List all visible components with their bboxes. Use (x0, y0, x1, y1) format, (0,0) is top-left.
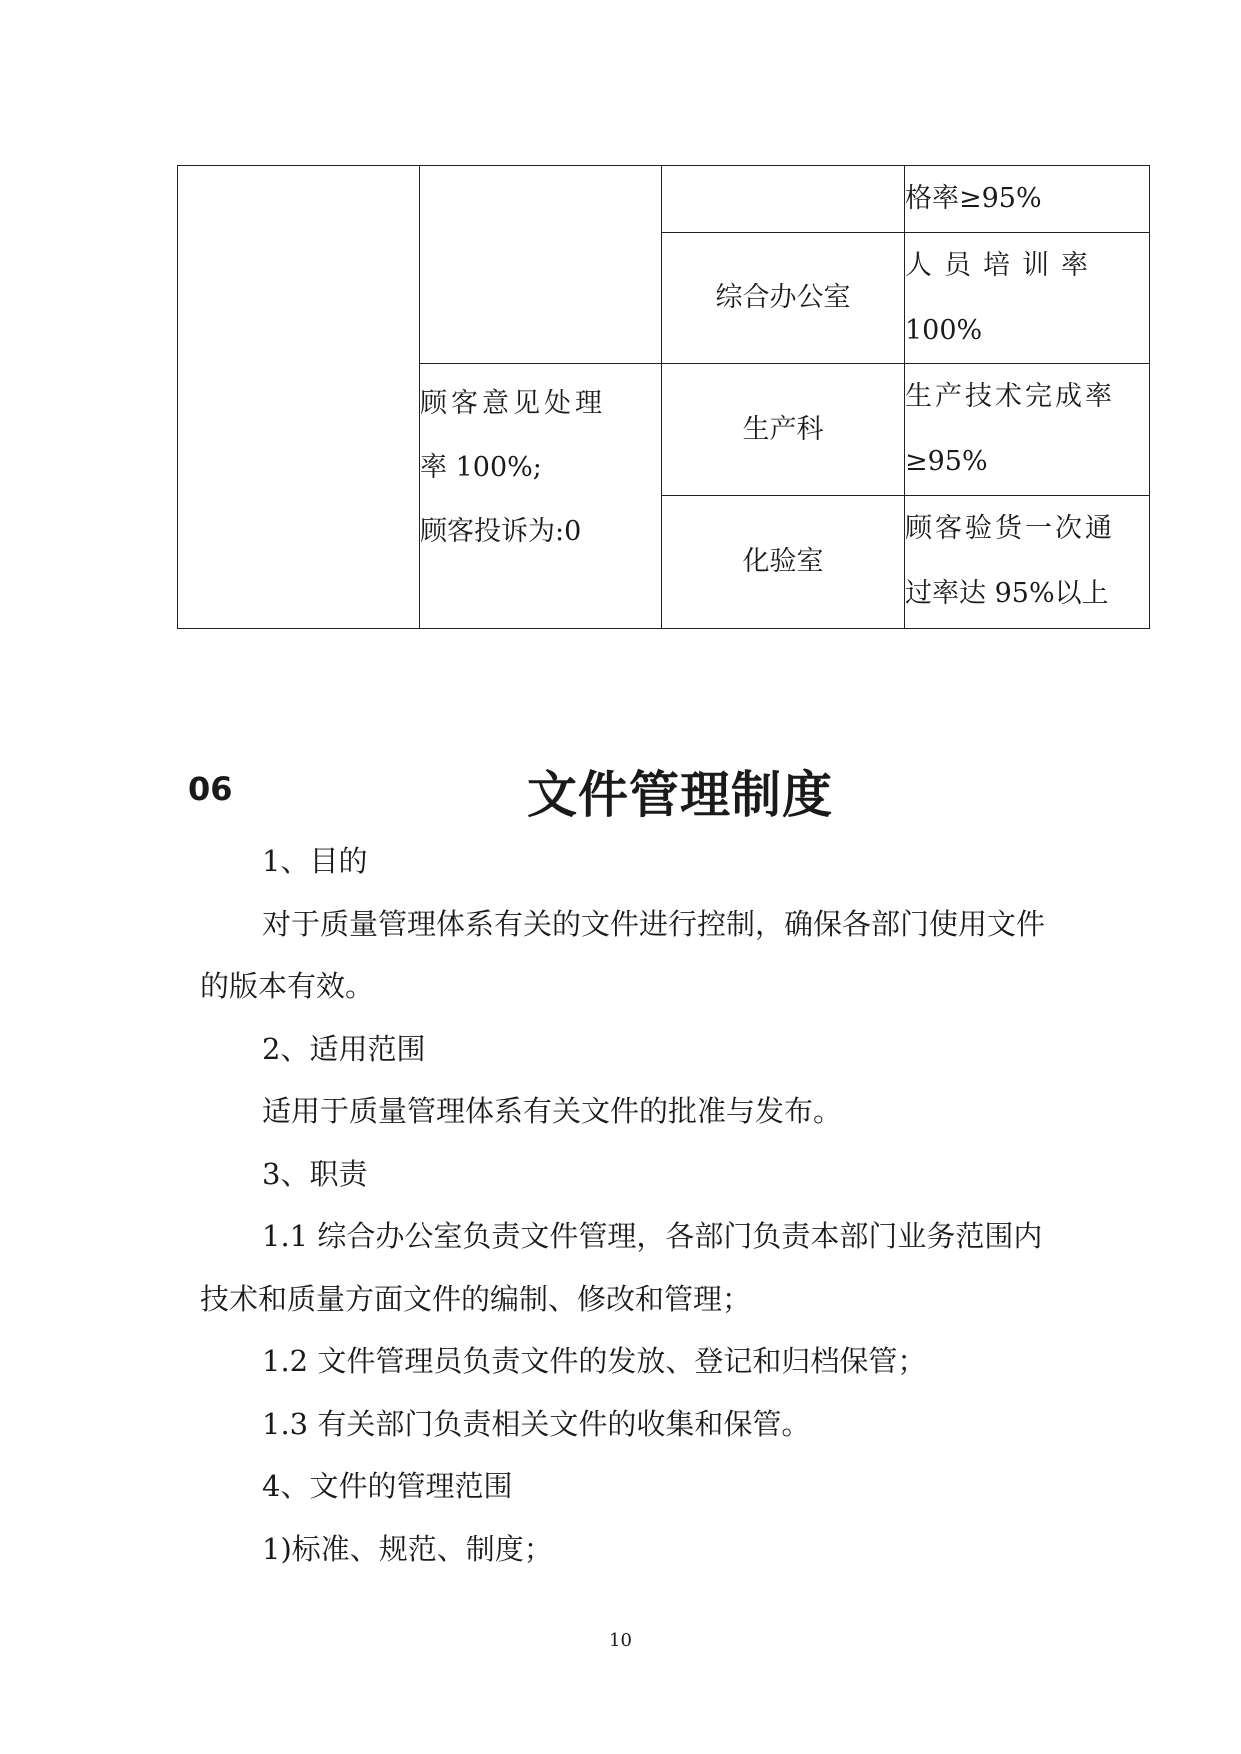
section-title: 文件管理制度 (527, 766, 833, 824)
section-number: 06 (188, 770, 233, 808)
paragraph-line: 1.1 综合办公室负责文件管理，各部门负责本部门业务范围内 (262, 1219, 1043, 1253)
objective-text: 顾客意见处理 (420, 388, 606, 419)
indicator-text: 格率≥95% (905, 183, 1042, 214)
indicator-text: 生产技术完成率 (905, 381, 1115, 412)
objective-text: 率 100%; (420, 452, 542, 483)
paragraph-line: 1)标准、规范、制度； (262, 1531, 553, 1566)
quality-objectives-table (177, 165, 1150, 629)
heading-responsibility: 3、职责 (262, 1156, 368, 1191)
paragraph-line: 的版本有效。 (200, 969, 375, 1003)
document-body (200, 830, 1100, 1580)
table-cell-indicator (905, 233, 1150, 364)
paragraph-line: 1.2 文件管理员负责文件的发放、登记和归档保管； (262, 1344, 927, 1378)
table-cell-indicator (905, 364, 1150, 496)
page-number: 10 (609, 1630, 632, 1651)
heading-scope: 2、适用范围 (262, 1031, 426, 1066)
table-cell-empty-col2 (420, 166, 662, 364)
table-cell-department (662, 496, 905, 629)
indicator-text: ≥95% (905, 446, 988, 477)
paragraph-line: 对于质量管理体系有关的文件进行控制，确保各部门使用文件 (262, 906, 1046, 941)
table-cell-empty-col3 (662, 166, 905, 233)
indicator-text: 过率达 95%以上 (905, 578, 1109, 609)
table-cell-indicator (905, 496, 1150, 629)
indicator-text: 100% (905, 315, 983, 346)
paragraph-line: 技术和质量方面文件的编制、修改和管理； (200, 1281, 752, 1316)
table-cell-department (662, 233, 905, 364)
paragraph-line: 适用于质量管理体系有关文件的批准与发布。 (262, 1094, 843, 1128)
indicator-text: 顾客验货一次通 (905, 513, 1115, 544)
paragraph-line: 1.3 有关部门负责相关文件的收集和保管。 (262, 1406, 811, 1441)
table-cell-indicator (905, 166, 1150, 233)
table-cell-department (662, 364, 905, 496)
department-name: 综合办公室 (715, 282, 851, 313)
heading-purpose: 1、目的 (262, 844, 368, 878)
heading-management-scope: 4、文件的管理范围 (262, 1469, 513, 1503)
objective-text: 顾客投诉为:0 (420, 516, 582, 547)
table-cell-customer-objective (420, 364, 662, 629)
table-cell-empty-col1 (178, 166, 420, 629)
indicator-text: 人员培训率 (905, 250, 1100, 281)
department-name: 化验室 (742, 546, 824, 577)
department-name: 生产科 (742, 413, 824, 445)
